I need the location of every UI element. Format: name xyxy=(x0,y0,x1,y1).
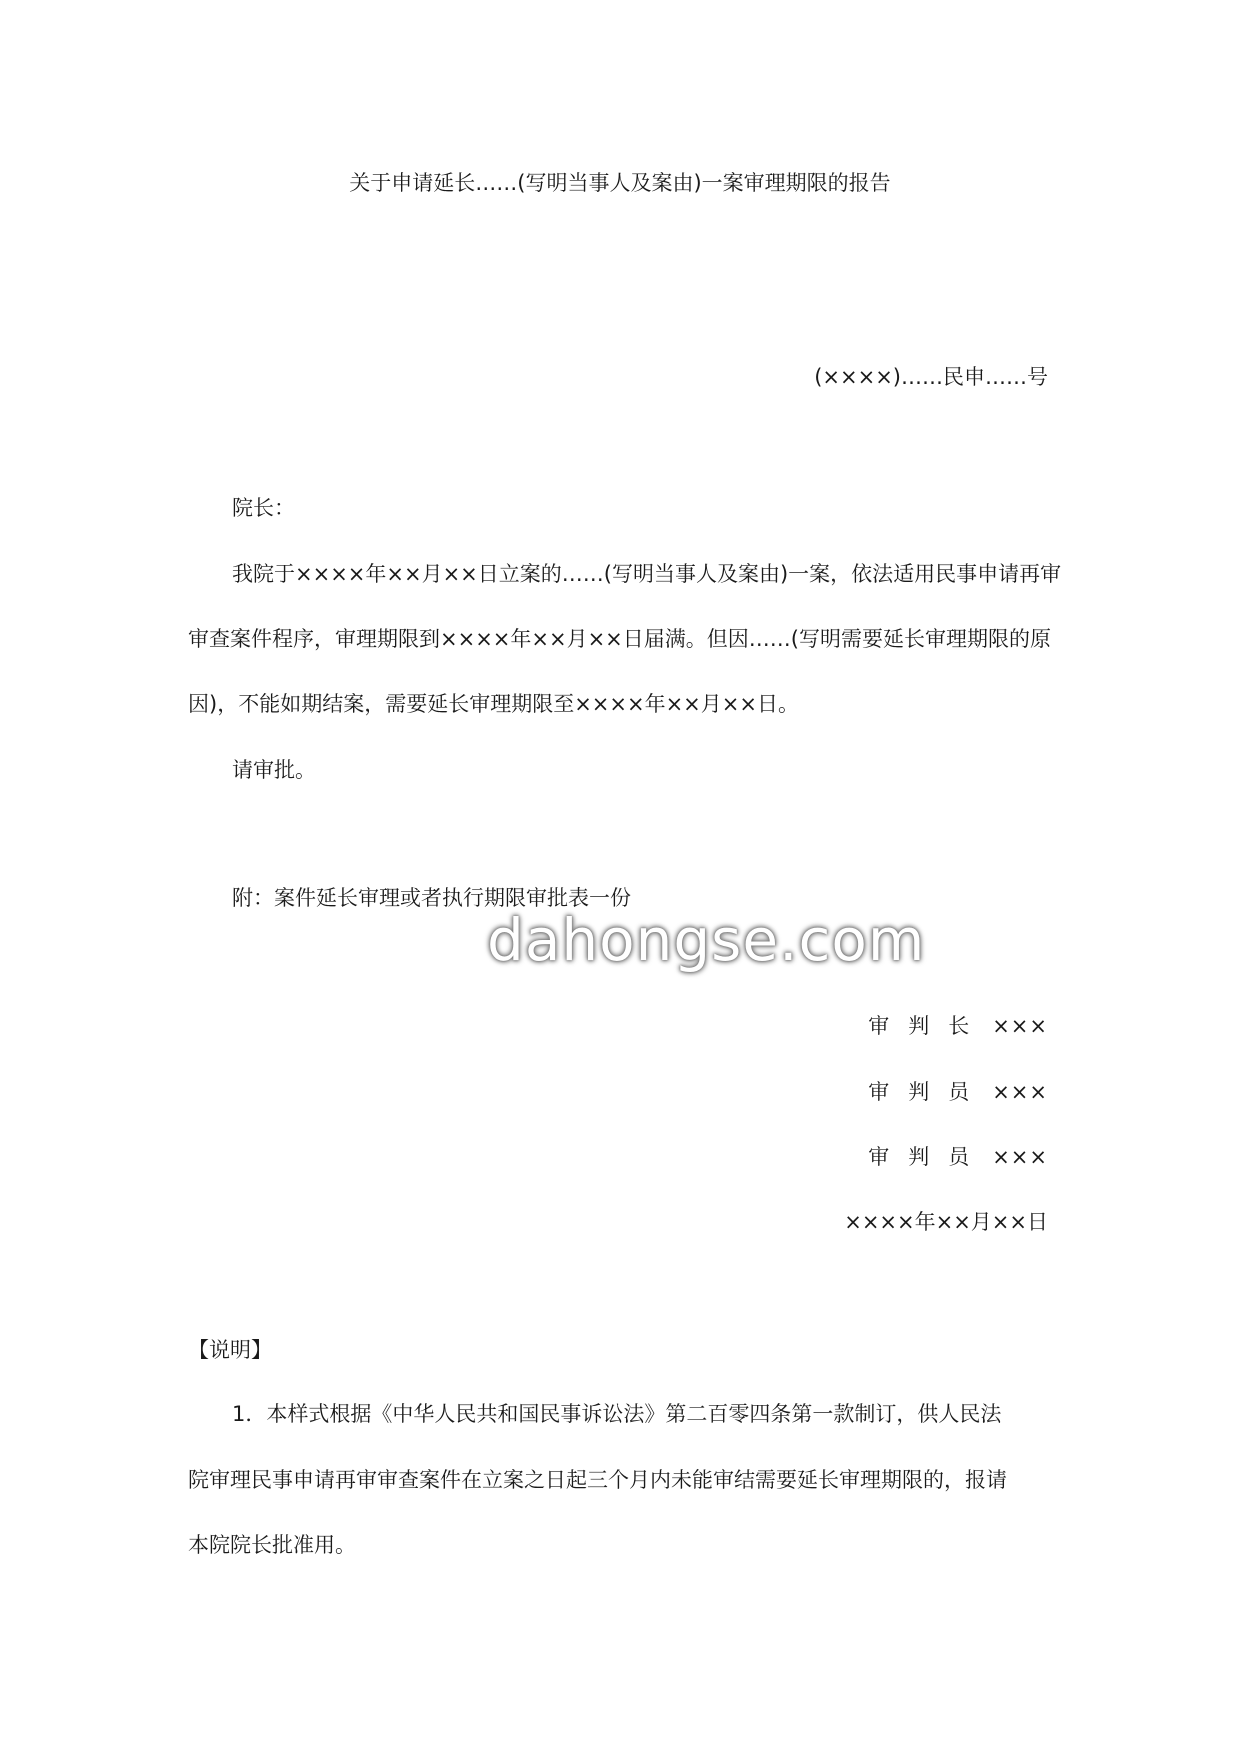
notes-line-2: 院审理民事申请再审审查案件在立案之日起三个月内未能审结需要延长审理期限的，报请 xyxy=(188,1468,1007,1492)
signature-judge-1 xyxy=(868,1078,1048,1106)
attachment-line: 附：案件延长审理或者执行期限审批表一份 xyxy=(232,886,631,910)
notes-line-1: 1．本样式根据《中华人民共和国民事诉讼法》第二百零四条第一款制订，供人民法 xyxy=(232,1402,1002,1426)
body-line-3: 因)，不能如期结案，需要延长审理期限至××××年××月××日。 xyxy=(188,692,799,716)
salutation: 院长： xyxy=(232,496,295,520)
signature-presiding-judge xyxy=(868,1012,1048,1040)
body-line-2: 审查案件程序，审理期限到××××年××月××日届满。但因……(写明需要延长审理期限的原 xyxy=(188,627,1051,651)
signature-judge-2 xyxy=(868,1143,1048,1171)
case-number: (××××)……民申……号 xyxy=(814,365,1048,389)
signature-role: 审判员 xyxy=(868,1080,989,1104)
signature-role: 审判长 xyxy=(868,1014,989,1038)
request-line: 请审批。 xyxy=(232,758,316,782)
notes-line-3: 本院院长批准用。 xyxy=(188,1533,356,1557)
signature-name: ××× xyxy=(992,1014,1048,1038)
document-date: ××××年××月××日 xyxy=(844,1210,1048,1234)
signature-name: ××× xyxy=(992,1080,1048,1104)
notes-heading: 【说明】 xyxy=(188,1338,272,1362)
signature-role: 审判员 xyxy=(868,1145,989,1169)
document-title: 关于申请延长……(写明当事人及案由)一案审理期限的报告 xyxy=(349,171,891,195)
body-line-1: 我院于××××年××月××日立案的……(写明当事人及案由)一案，依法适用民事申请再审 xyxy=(232,562,1062,586)
watermark-text: dahongse.com xyxy=(487,906,926,974)
signature-name: ××× xyxy=(992,1145,1048,1169)
